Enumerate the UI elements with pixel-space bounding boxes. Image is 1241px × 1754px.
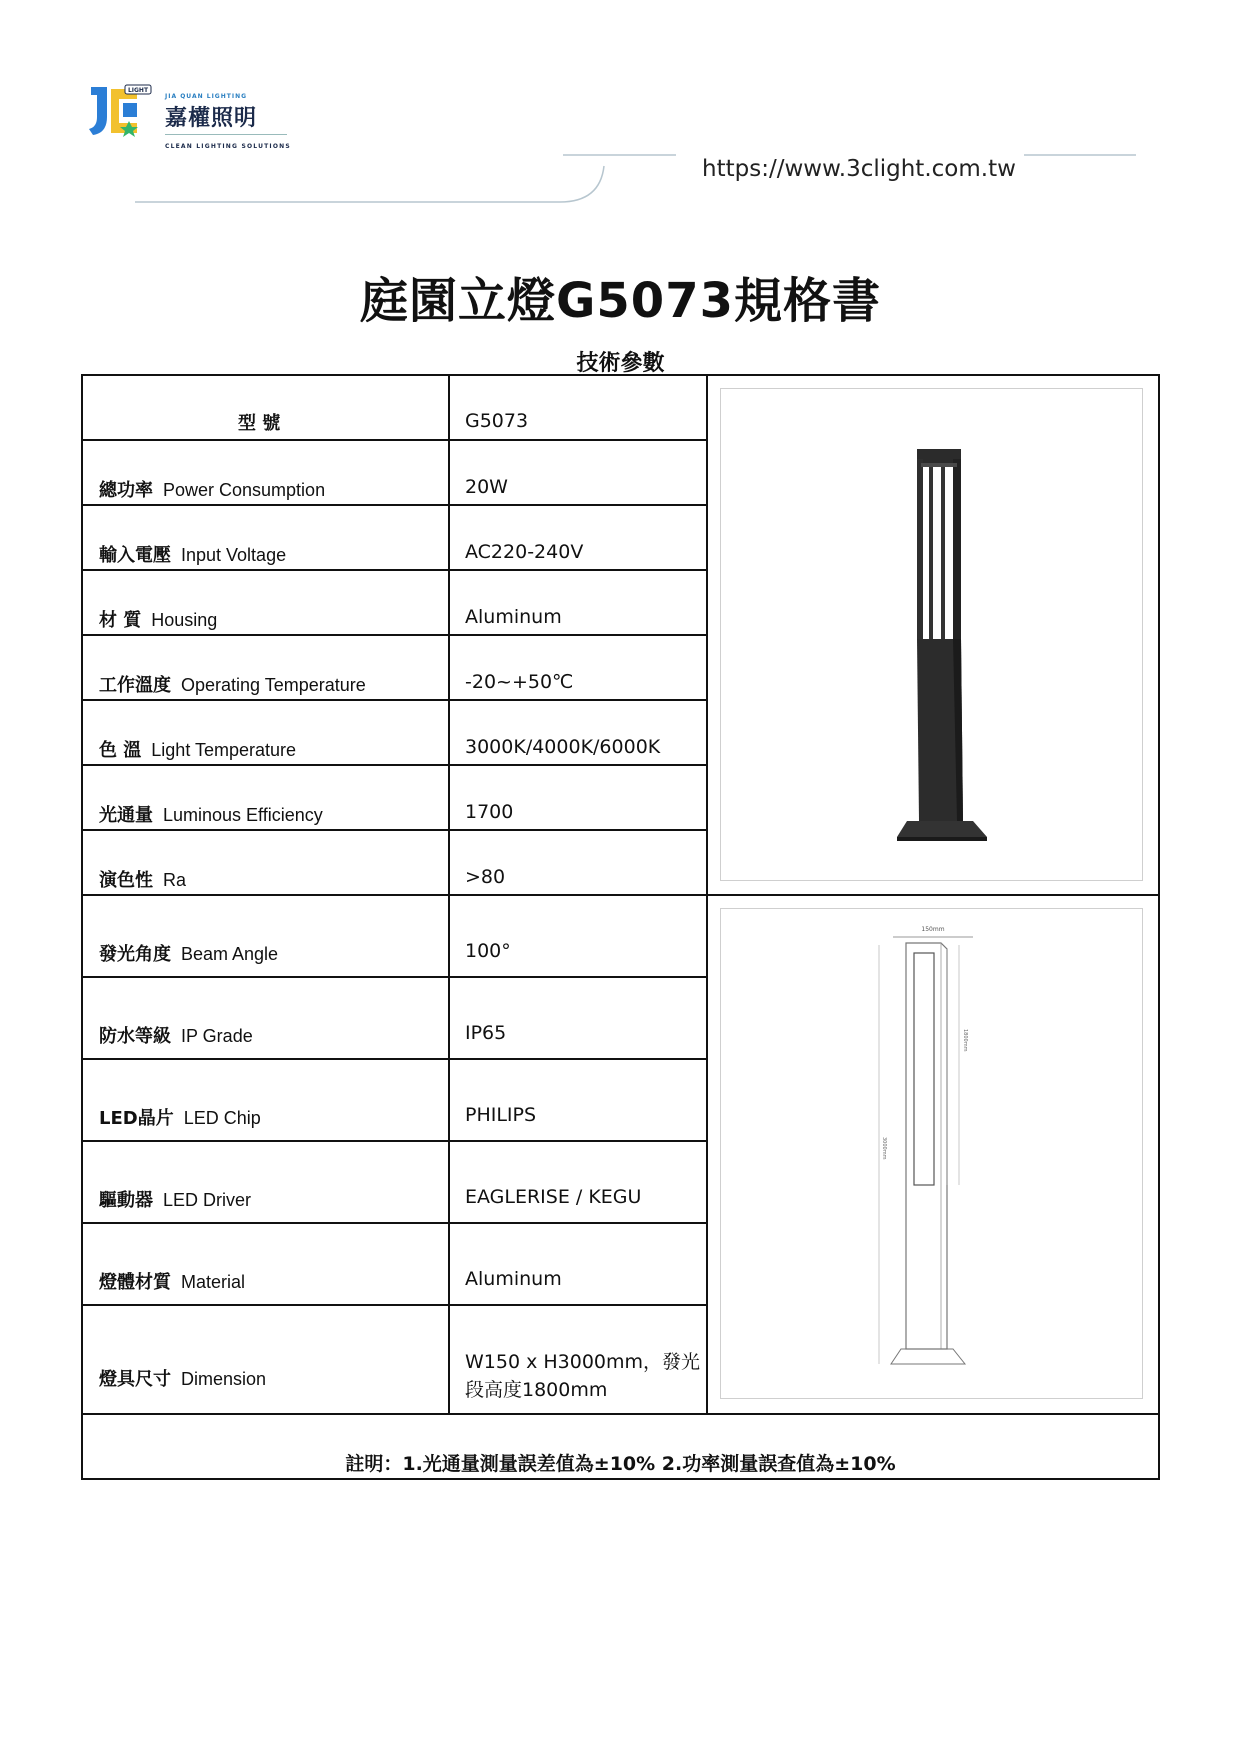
website-link[interactable]: https://www.3clight.com.tw (702, 156, 1016, 182)
spec-value-material: Aluminum (465, 1268, 562, 1290)
dimension-line-2: 段高度1800mm (465, 1379, 608, 1401)
spec-value-driver: EAGLERISE / KEGU (465, 1186, 642, 1208)
spec-value-model: G5073 (465, 410, 529, 432)
spec-label-led-chip: LED晶片 LED Chip (99, 1108, 261, 1129)
row-divider (81, 1140, 708, 1142)
spec-value-voltage: AC220-240V (465, 541, 584, 563)
spec-value-led-chip: PHILIPS (465, 1104, 537, 1126)
logo-company-name: 嘉權照明 (165, 106, 258, 131)
row-divider (81, 894, 1160, 896)
footnote: 註明：1.光通量測量誤差值為±10% 2.功率測量誤查值為±10% (345, 1453, 896, 1475)
spec-label-dimension: 燈具尺寸 Dimension (99, 1369, 267, 1390)
logo-tagline: CLEAN LIGHTING SOLUTIONS (165, 143, 291, 150)
spec-value-power: 20W (465, 476, 508, 498)
spec-label-driver: 驅動器 LED Driver (99, 1190, 252, 1211)
row-divider (81, 829, 708, 831)
spec-value-operating-temp: -20~+50℃ (465, 671, 574, 693)
spec-label-beam-angle: 發光角度 Beam Angle (99, 944, 279, 965)
spec-value-ip-grade: IP65 (465, 1022, 507, 1044)
logo-divider (165, 134, 287, 135)
spec-label-color-temp: 色 溫 Light Temperature (99, 740, 297, 761)
logo-top-text: JIA QUAN LIGHTING (165, 93, 248, 100)
table-heading: 技術參數 (576, 351, 665, 376)
product-photo (720, 388, 1143, 881)
row-divider (81, 1058, 708, 1060)
row-divider (81, 569, 708, 571)
spec-label-power: 總功率 Power Consumption (99, 480, 326, 501)
spec-label-housing: 材 質 Housing (99, 610, 218, 631)
dimension-line-1: W150 x H3000mm，發光 (465, 1351, 701, 1373)
row-divider (81, 1413, 1160, 1415)
spec-value-beam-angle: 100° (465, 940, 511, 962)
row-divider (81, 764, 708, 766)
spec-label-operating-temp: 工作溫度 Operating Temperature (99, 675, 366, 696)
dimension-diagram (721, 909, 1142, 1398)
spec-label-luminous: 光通量 Luminous Efficiency (99, 805, 323, 826)
spec-label-material: 燈體材質 Material (99, 1272, 246, 1293)
spec-value-luminous: 1700 (465, 801, 514, 823)
spec-label-voltage: 輸入電壓 Input Voltage (99, 545, 287, 566)
row-divider (81, 634, 708, 636)
row-divider (81, 504, 708, 506)
spec-label-model: 型 號 (238, 413, 281, 434)
garden-lamp-icon (721, 389, 1142, 880)
width-dimension-label: 150mm (921, 926, 945, 933)
row-divider (81, 976, 708, 978)
spec-value-ra: >80 (465, 866, 506, 888)
spec-value-color-temp: 3000K/4000K/6000K (465, 736, 661, 758)
row-divider (81, 1304, 708, 1306)
jc-logo-mark-icon (87, 83, 157, 139)
light-height-label: 1800mm (962, 1029, 968, 1052)
spec-label-ip-grade: 防水等級 IP Grade (99, 1026, 253, 1047)
total-height-label: 3000mm (881, 1137, 887, 1160)
row-divider (81, 1222, 708, 1224)
spec-value-dimension (465, 1348, 700, 1404)
document-title: 庭園立燈G5073規格書 (360, 273, 881, 329)
row-divider (81, 439, 708, 441)
row-divider (81, 699, 708, 701)
spec-value-housing: Aluminum (465, 606, 562, 628)
company-logo (87, 83, 297, 153)
spec-label-ra: 演色性 Ra (99, 870, 187, 891)
logo-small-text: LIGHT (127, 87, 149, 94)
dimension-drawing (720, 908, 1143, 1399)
